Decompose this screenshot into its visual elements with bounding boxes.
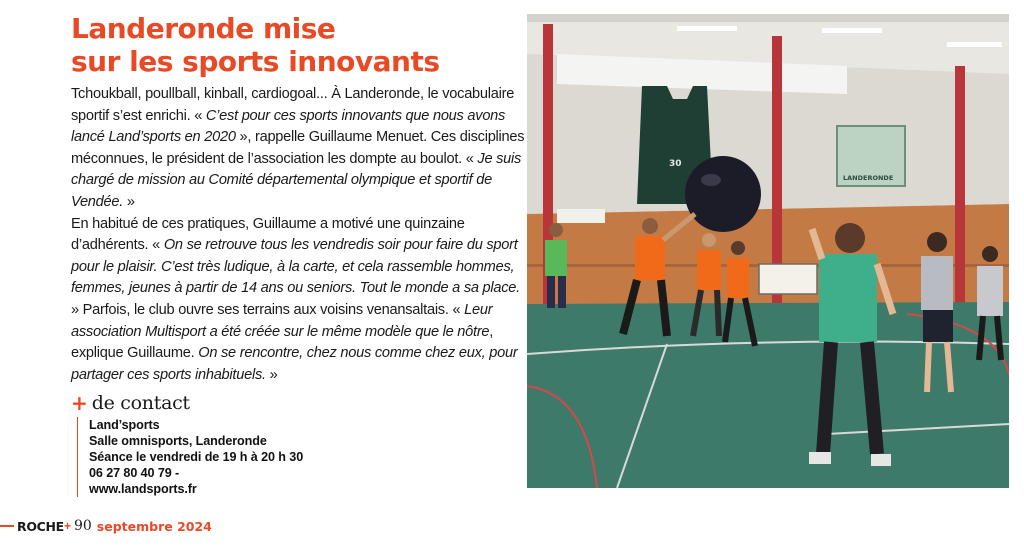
text-run: », rappelle Guillaume Menuet. Ces disciplines méconnues, le président de l’association les dompte au boulot. « (71, 129, 525, 167)
paragraph-1 (71, 84, 527, 214)
contact-schedule: Séance le vendredi de 19 h à 20 h 30 (89, 450, 304, 464)
plus-icon: + (71, 391, 88, 415)
article-body (71, 84, 527, 386)
article-photo (527, 14, 1009, 488)
text-run: » (265, 366, 278, 383)
quote-run: On se rencontre, chez nous comme chez eux, pour partager ces sports inhabituels. (71, 345, 518, 383)
text-run: » Parfois, le club ouvre ses terrains aux voisins venansaltais. « (71, 301, 465, 318)
player-orange-bib (635, 236, 665, 280)
title-line-1: Landeronde mise (71, 12, 336, 45)
footer-rule (0, 525, 14, 527)
contact-phone: 06 27 80 40 79 - (89, 466, 180, 480)
sign-text: LANDERONDE (843, 174, 894, 182)
contact-info (77, 417, 303, 497)
page-footer (0, 516, 212, 536)
contact-website[interactable]: www.landsports.fr (89, 482, 197, 496)
player-green-bib (819, 254, 877, 342)
paragraph-2 (71, 214, 527, 387)
contact-heading-text: de contact (91, 392, 190, 414)
page-number: 90 (73, 518, 92, 534)
brand-plus-icon: + (63, 519, 71, 533)
quote-run: Leur association Multisport a été créée sur le même modèle que le nôtre (71, 301, 493, 340)
magazine-brand: ROCHE (17, 518, 64, 534)
player-orange-bib (697, 250, 721, 290)
article-title (71, 12, 511, 78)
jersey-number: 30 (669, 159, 682, 169)
text-run: En habitué de ces pratiques, Guillaume a motivé une quinzaine d’adhérents. « (71, 215, 465, 254)
contact-heading (71, 393, 190, 413)
kinball (685, 156, 761, 232)
contact-venue: Salle omnisports, Landeronde (89, 434, 267, 448)
quote-run: C’est pour ces sports innovants que nous avons lancé Land’sports en 2020 (71, 107, 506, 146)
contact-org: Land’sports (89, 418, 160, 432)
text-run: Tchoukball, poullball, kinball, cardiogoal... À Landeronde, le vocabulaire sportif s’est enrichi. « (71, 86, 515, 124)
title-line-2: sur les sports innovants (71, 45, 440, 78)
text-run: , explique Guillaume. (71, 323, 494, 362)
quote-run: On se retrouve tous les vendredis soir pour faire du sport pour le plaisir. C’est très ludique, à la carte, et cela rassemble hommes, femmes, jeunes à partir de 14 ans ou seniors. Tout le monde a sa place. (71, 237, 520, 297)
quote-run: Je suis chargé de mission au Comité départemental olympique et sportif de Vendée. (71, 150, 522, 210)
text-run: » (123, 193, 135, 210)
issue-date: septembre 2024 (96, 518, 212, 534)
pillar (955, 66, 965, 306)
